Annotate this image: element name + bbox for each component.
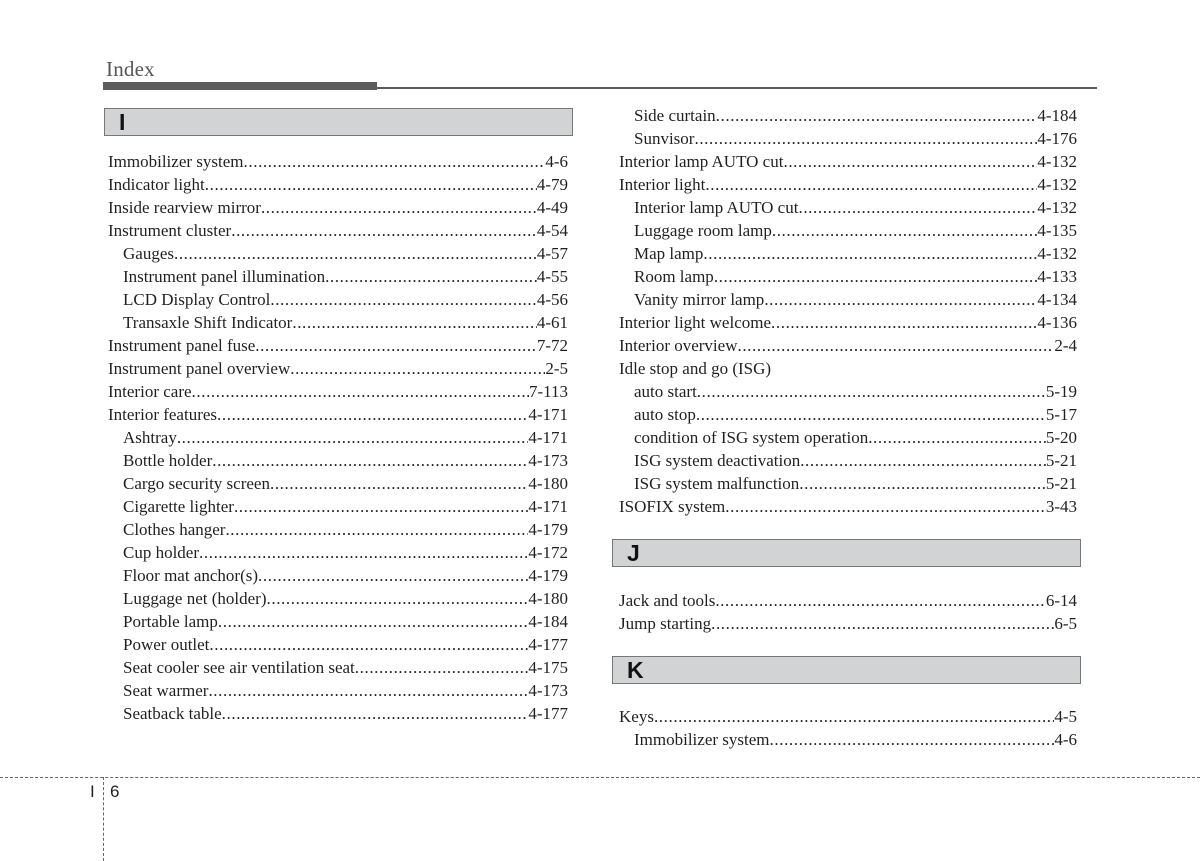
dot-leader — [231, 219, 537, 242]
index-entry-label: Interior lamp AUTO cut — [634, 198, 799, 217]
index-entry-label: Instrument panel illumination — [123, 267, 326, 286]
index-entry-label: Inside rearview mirror — [108, 198, 261, 217]
index-entry — [108, 219, 568, 242]
index-entry-page: 4-173 — [528, 681, 568, 700]
index-entry-page: 4-171 — [528, 405, 568, 424]
section-letter-k: K — [612, 656, 1081, 684]
dot-leader — [267, 587, 529, 610]
index-entry-page: 5-21 — [1045, 474, 1077, 493]
index-entry-label: auto start — [634, 382, 697, 401]
dot-leader — [205, 173, 537, 196]
footer-page-number: 6 — [110, 782, 120, 801]
index-entry — [108, 334, 568, 357]
right-column-entries — [619, 104, 1077, 518]
index-entry — [108, 403, 568, 426]
index-entry-page: 4-79 — [536, 175, 568, 194]
dot-leader — [270, 288, 536, 311]
index-entry — [108, 495, 568, 518]
index-entry — [619, 495, 1077, 518]
k-section-entries — [619, 705, 1077, 751]
dot-leader — [868, 426, 1046, 449]
index-entry-label: Immobilizer system — [108, 152, 244, 171]
dot-leader — [714, 265, 1038, 288]
index-entry — [108, 472, 568, 495]
index-entry-label: Side curtain — [634, 106, 716, 125]
index-entry — [619, 612, 1077, 635]
index-entry-label: Power outlet — [123, 635, 210, 654]
footer-dashed-margin — [103, 777, 104, 861]
index-entry — [619, 403, 1077, 426]
index-entry-page: 4-56 — [536, 290, 568, 309]
index-entry-label: LCD Display Control — [123, 290, 271, 309]
dot-leader — [694, 127, 1037, 150]
index-entry-page: 4-184 — [1037, 106, 1077, 125]
index-entry-label: ISG system deactivation — [634, 451, 801, 470]
index-entry-label: ISG system malfunction — [634, 474, 800, 493]
index-entry — [108, 265, 568, 288]
dot-leader — [705, 173, 1037, 196]
index-entry-page: 4-184 — [528, 612, 568, 631]
j-section-entries — [619, 589, 1077, 635]
index-entry — [619, 357, 1077, 380]
index-entry-label: Instrument panel overview — [108, 359, 291, 378]
dot-leader — [225, 518, 528, 541]
index-entry-label: Idle stop and go (ISG) — [619, 359, 772, 378]
index-entry-page: 4-132 — [1037, 244, 1077, 263]
dot-leader — [696, 403, 1046, 426]
index-entry — [108, 564, 568, 587]
index-entry-page: 4-134 — [1037, 290, 1077, 309]
dot-leader — [222, 702, 529, 725]
dot-leader — [292, 311, 536, 334]
index-entry — [619, 173, 1077, 196]
dot-leader — [711, 612, 1054, 635]
index-entry-label: Ashtray — [123, 428, 177, 447]
index-entry-page: 4-179 — [528, 566, 568, 585]
index-entry-page: 4-5 — [1054, 707, 1077, 726]
index-entry-page: 3-43 — [1045, 497, 1077, 516]
dot-leader — [799, 472, 1046, 495]
index-entry-page: 4-132 — [1037, 175, 1077, 194]
dot-leader — [703, 242, 1037, 265]
index-entry — [108, 242, 568, 265]
dot-leader — [208, 679, 528, 702]
index-entry — [108, 150, 568, 173]
dot-leader — [212, 449, 528, 472]
dot-leader — [764, 288, 1037, 311]
index-entry-page: 5-19 — [1045, 382, 1077, 401]
dot-leader — [716, 104, 1038, 127]
index-entry-page: 4-55 — [536, 267, 568, 286]
dot-leader — [234, 495, 528, 518]
index-entry-label: Interior lamp AUTO cut — [619, 152, 784, 171]
index-entry-label: Floor mat anchor(s) — [123, 566, 259, 585]
index-entry-label: Jack and tools — [619, 591, 716, 610]
index-entry — [619, 449, 1077, 472]
index-entry-label: Seat cooler see air ventilation seat — [123, 658, 355, 677]
index-entry-page: 4-171 — [528, 428, 568, 447]
index-entry-label: Gauges — [123, 244, 174, 263]
index-entry-label: Vanity mirror lamp — [634, 290, 765, 309]
dot-leader — [325, 265, 537, 288]
dot-leader — [737, 334, 1054, 357]
index-entry — [619, 104, 1077, 127]
dot-leader — [177, 426, 529, 449]
index-entry-page: 4-54 — [536, 221, 568, 240]
index-entry — [108, 196, 568, 219]
index-entry-page: 4-180 — [528, 474, 568, 493]
index-entry-page: 4-57 — [536, 244, 568, 263]
index-entry — [108, 449, 568, 472]
index-entry — [619, 380, 1077, 403]
index-entry-label: ISOFIX system — [619, 497, 726, 516]
index-entry — [108, 311, 568, 334]
index-entry-label: Interior features — [108, 405, 218, 424]
index-entry-page: 4-61 — [536, 313, 568, 332]
index-entry-label: Bottle holder — [123, 451, 213, 470]
dot-leader — [772, 219, 1037, 242]
index-entry-label: condition of ISG system operation — [634, 428, 869, 447]
dot-leader — [800, 449, 1046, 472]
dot-leader — [798, 196, 1037, 219]
page-title: Index — [106, 57, 155, 81]
dot-leader — [654, 705, 1054, 728]
index-entry-label: Cargo security screen — [123, 474, 270, 493]
index-entry-page: 5-17 — [1045, 405, 1077, 424]
dot-leader — [192, 380, 529, 403]
header-rule-thin — [377, 87, 1097, 89]
index-entry — [108, 541, 568, 564]
index-entry-page: 4-180 — [528, 589, 568, 608]
index-entry — [108, 702, 568, 725]
index-entry-page: 4-175 — [528, 658, 568, 677]
index-entry — [108, 679, 568, 702]
index-entry-page: 4-177 — [528, 704, 568, 723]
left-column-entries — [108, 150, 568, 725]
index-entry-label: Cigarette lighter — [123, 497, 234, 516]
index-entry-label: Sunvisor — [634, 129, 695, 148]
dot-leader — [725, 495, 1046, 518]
index-entry-label: Seat warmer — [123, 681, 209, 700]
index-entry — [619, 288, 1077, 311]
index-entry-page: 4-173 — [528, 451, 568, 470]
dot-leader — [715, 589, 1046, 612]
index-entry-label: Room lamp — [634, 267, 714, 286]
index-entry — [108, 633, 568, 656]
dot-leader — [209, 633, 528, 656]
header-rule-thick — [103, 82, 377, 90]
dot-leader — [270, 472, 528, 495]
index-entry — [619, 311, 1077, 334]
index-entry-page: 7-113 — [528, 382, 568, 401]
index-entry — [619, 196, 1077, 219]
index-entry-label: Instrument cluster — [108, 221, 232, 240]
index-entry — [619, 265, 1077, 288]
index-entry-label: Luggage room lamp — [634, 221, 772, 240]
section-letter-j: J — [612, 539, 1081, 567]
index-entry-page: 4-172 — [528, 543, 568, 562]
index-entry-label: Transaxle Shift Indicator — [123, 313, 293, 332]
index-entry-page: 4-132 — [1037, 198, 1077, 217]
index-entry — [108, 357, 568, 380]
section-letter-i: I — [104, 108, 573, 136]
index-entry-page: 4-136 — [1037, 313, 1077, 332]
index-entry-label: Portable lamp — [123, 612, 218, 631]
index-entry-page: 4-135 — [1037, 221, 1077, 240]
index-entry — [619, 334, 1077, 357]
dot-leader — [355, 656, 529, 679]
index-entry-page: 5-20 — [1045, 428, 1077, 447]
index-entry-label: Clothes hanger — [123, 520, 226, 539]
index-entry-page: 4-132 — [1037, 152, 1077, 171]
dot-leader — [258, 564, 528, 587]
dot-leader — [261, 196, 537, 219]
index-entry-page: 4-177 — [528, 635, 568, 654]
index-entry-page: 5-21 — [1045, 451, 1077, 470]
index-entry-label: Interior care — [108, 382, 192, 401]
dot-leader — [770, 728, 1055, 751]
dot-leader — [218, 610, 528, 633]
index-entry-page: 2-5 — [545, 359, 568, 378]
index-entry-page: 4-6 — [545, 152, 568, 171]
dot-leader — [783, 150, 1037, 173]
index-entry-page: 4-133 — [1037, 267, 1077, 286]
dot-leader — [174, 242, 537, 265]
index-entry-label: Interior light — [619, 175, 706, 194]
index-entry — [619, 242, 1077, 265]
index-entry — [108, 426, 568, 449]
dot-leader — [199, 541, 528, 564]
index-entry — [619, 426, 1077, 449]
index-entry-label: Indicator light — [108, 175, 205, 194]
index-entry — [619, 589, 1077, 612]
index-entry-label: Map lamp — [634, 244, 704, 263]
index-entry-page: 6-5 — [1054, 614, 1077, 633]
index-entry-label: Immobilizer system — [634, 730, 770, 749]
index-entry — [619, 127, 1077, 150]
dot-leader — [771, 311, 1037, 334]
index-entry-page: 4-176 — [1037, 129, 1077, 148]
index-entry-label: Interior light welcome — [619, 313, 772, 332]
dot-leader — [244, 150, 546, 173]
index-entry-label: auto stop — [634, 405, 696, 424]
index-entry — [108, 518, 568, 541]
index-entry — [108, 587, 568, 610]
index-entry-page: 4-179 — [528, 520, 568, 539]
index-entry-page: 4-49 — [536, 198, 568, 217]
index-entry — [108, 173, 568, 196]
index-entry-page: 4-171 — [528, 497, 568, 516]
dot-leader — [290, 357, 545, 380]
dot-leader — [217, 403, 528, 426]
index-entry — [108, 610, 568, 633]
index-entry — [108, 380, 568, 403]
index-entry-label: Jump starting — [619, 614, 712, 633]
index-entry — [619, 150, 1077, 173]
index-entry — [619, 219, 1077, 242]
index-entry-page: 6-14 — [1045, 591, 1077, 610]
index-entry-label: Luggage net (holder) — [123, 589, 267, 608]
index-entry — [619, 728, 1077, 751]
index-entry-page: 4-6 — [1054, 730, 1077, 749]
index-entry-label: Cup holder — [123, 543, 200, 562]
index-entry — [108, 656, 568, 679]
index-entry-page: 7-72 — [536, 336, 568, 355]
index-entry-label: Instrument panel fuse — [108, 336, 256, 355]
index-entry — [619, 705, 1077, 728]
footer-section-letter: I — [90, 782, 95, 801]
index-entry-label: Interior overview — [619, 336, 738, 355]
index-entry — [619, 472, 1077, 495]
index-entry-page: 2-4 — [1054, 336, 1077, 355]
dot-leader — [697, 380, 1046, 403]
dot-leader — [255, 334, 537, 357]
index-entry-label: Seatback table — [123, 704, 222, 723]
index-entry — [108, 288, 568, 311]
index-entry-label: Keys — [619, 707, 654, 726]
footer-dashed-rule — [0, 777, 1200, 778]
